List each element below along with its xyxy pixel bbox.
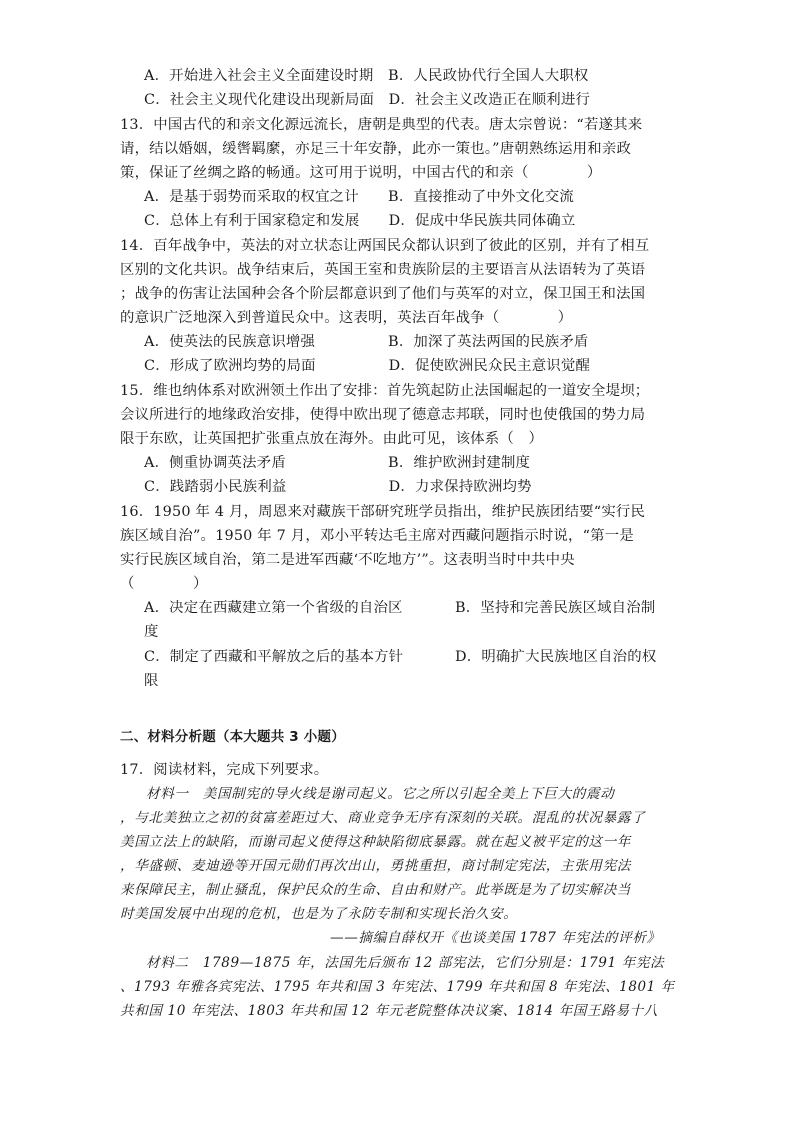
material2-line: 、1793 年雅各宾宪法、1795 年共和国 3 年宪法、1799 年共和国 8 年宪法、1801 年 [120,979,675,995]
q16-option-a: A．决定在西藏建立第一个省级的自治区 [144,600,403,616]
q16-stem-line2: 族区域自治”。1950 年 7 月，邓小平转达毛主席对西藏问题指示时说，“第一是 [120,528,634,544]
q14-stem-line1: 14．百年战争中，英法的对立状态让两国民众都认识到了彼此的区别，并有了相互 [120,238,650,254]
q14-stem-line2: 区别的文化共识。战争结束后，英国王室和贵族阶层的主要语言从法语转为了英语 [120,262,646,278]
material1-line: 时美国发展中出现的危机，也是为了永防专制和实现长治久安。 [120,906,518,922]
q16-option-b: B．坚持和完善民族区域自治制 [455,600,656,616]
material2-line: 共和国 10 年宪法、1803 年共和国 12 年元老院整体决议案、1814 年国王路易十八 [120,1003,658,1019]
q13-option-ab: A．是基于弱势而采取的权宜之计 B．直接推动了中外文化交流 [144,189,574,205]
material1-line: 来保障民主，制止骚乱，保护民众的生命、自由和财产。此举既是为了切实解决当 [120,882,631,898]
q16-option-d: D．明确扩大民族地区自治的权 [455,649,657,665]
material2-line: 材料二 1789—1875 年，法国先后颁布 12 部宪法，它们分别是：1791 年宪法 [146,955,665,971]
material1-line: 材料一 美国制宪的导火线是谢司起义。它之所以引起全美上下巨大的震动 [146,786,615,802]
q14-stem-line3: ；战争的伤害让法国种会各个阶层都意识到了他们与英军的对立，保卫国王和法国 [120,286,646,302]
section-heading: 二、材料分析题（本大题共 3 小题） [120,729,345,745]
q14-stem-line4: 的意识广泛地深入到普道民众中。这表明，英法百年战争（ ） [120,310,573,326]
q15-stem-line1: 15．维也纳体系对欧洲领土作出了安排：首先筑起防止法国崛起的一道安全堤坝； [120,383,650,399]
q16-option-b-wrap: 度 [144,624,159,640]
q16-option-c: C．制定了西藏和平解放之后的基本方针 [144,649,404,665]
material1-line: ，与北美独立之初的贫富差距过大、商业竞争无序有深刻的关联。混乱的状况暴露了 [120,810,646,826]
q13-stem-line2: 请，结以婚姻，缓辔羁縻，亦足三十年安静，此亦一策也。”唐朝熟练运用和亲政 [120,141,632,157]
q13-stem-line3: 策，保证了丝绸之路的畅通。这可用于说明，中国古代的和亲（ ） [120,165,602,181]
material1-line: ，华盛顿、麦迪逊等开国元勋们再次出山，勇挑重担，商讨制定宪法，主张用宪法 [120,858,631,874]
q13-option-cd: C．总体上有利于国家稳定和发展 D．促成中华民族共同体确立 [144,213,576,229]
material1-source: ——摘编自薛权开《也谈美国 1787 年宪法的评析》 [330,930,661,946]
material1-line: 美国立法上的缺陷，而谢司起义使得这种缺陷彻底暴露。就在起义被平定的这一年 [120,834,631,850]
q12-option-ab: A．开始进入社会主义全面建设时期 B．人民政协代行全国人大职权 [144,68,589,84]
q16-option-d-wrap: 限 [144,673,159,689]
q16-stem-line1: 16．1950 年 4 月，周恩来对藏族干部研究班学员指出，维护民族团结要“实行民 [120,504,646,520]
q15-stem-line3: 限于东欧，让英国把扩张重点放在海外。由此可见，该体系（ ） [120,431,544,447]
q15-option-ab: A．侧重协调英法矛盾 B．维护欧洲封建制度 [144,455,531,471]
q13-stem-line1: 13．中国古代的和亲文化源远流长，唐朝是典型的代表。唐太宗曾说：“若遂其来 [120,117,643,133]
q15-stem-line2: 会议所进行的地缘政治安排，使得中欧出现了德意志邦联，同时也使俄国的势力局 [120,407,646,423]
q12-option-cd: C．社会主义现代化建设出现新局面 D．社会主义改造正在顺利进行 [144,92,591,108]
q17-stem: 17．阅读材料，完成下列要求。 [120,762,329,778]
q16-stem-line3: 实行民族区域自治，第二是进军西藏‘不吃地方’”。这表明当时中共中央 [120,552,575,568]
q15-option-cd: C．践踏弱小民族利益 D．力求保持欧洲均势 [144,479,532,495]
q14-option-ab: A．使英法的民族意识增强 B．加深了英法两国的民族矛盾 [144,334,589,350]
q16-stem-line4: （ ） [120,576,208,592]
q14-option-cd: C．形成了欧洲均势的局面 D．促使欧洲民众民主意识觉醒 [144,358,591,374]
